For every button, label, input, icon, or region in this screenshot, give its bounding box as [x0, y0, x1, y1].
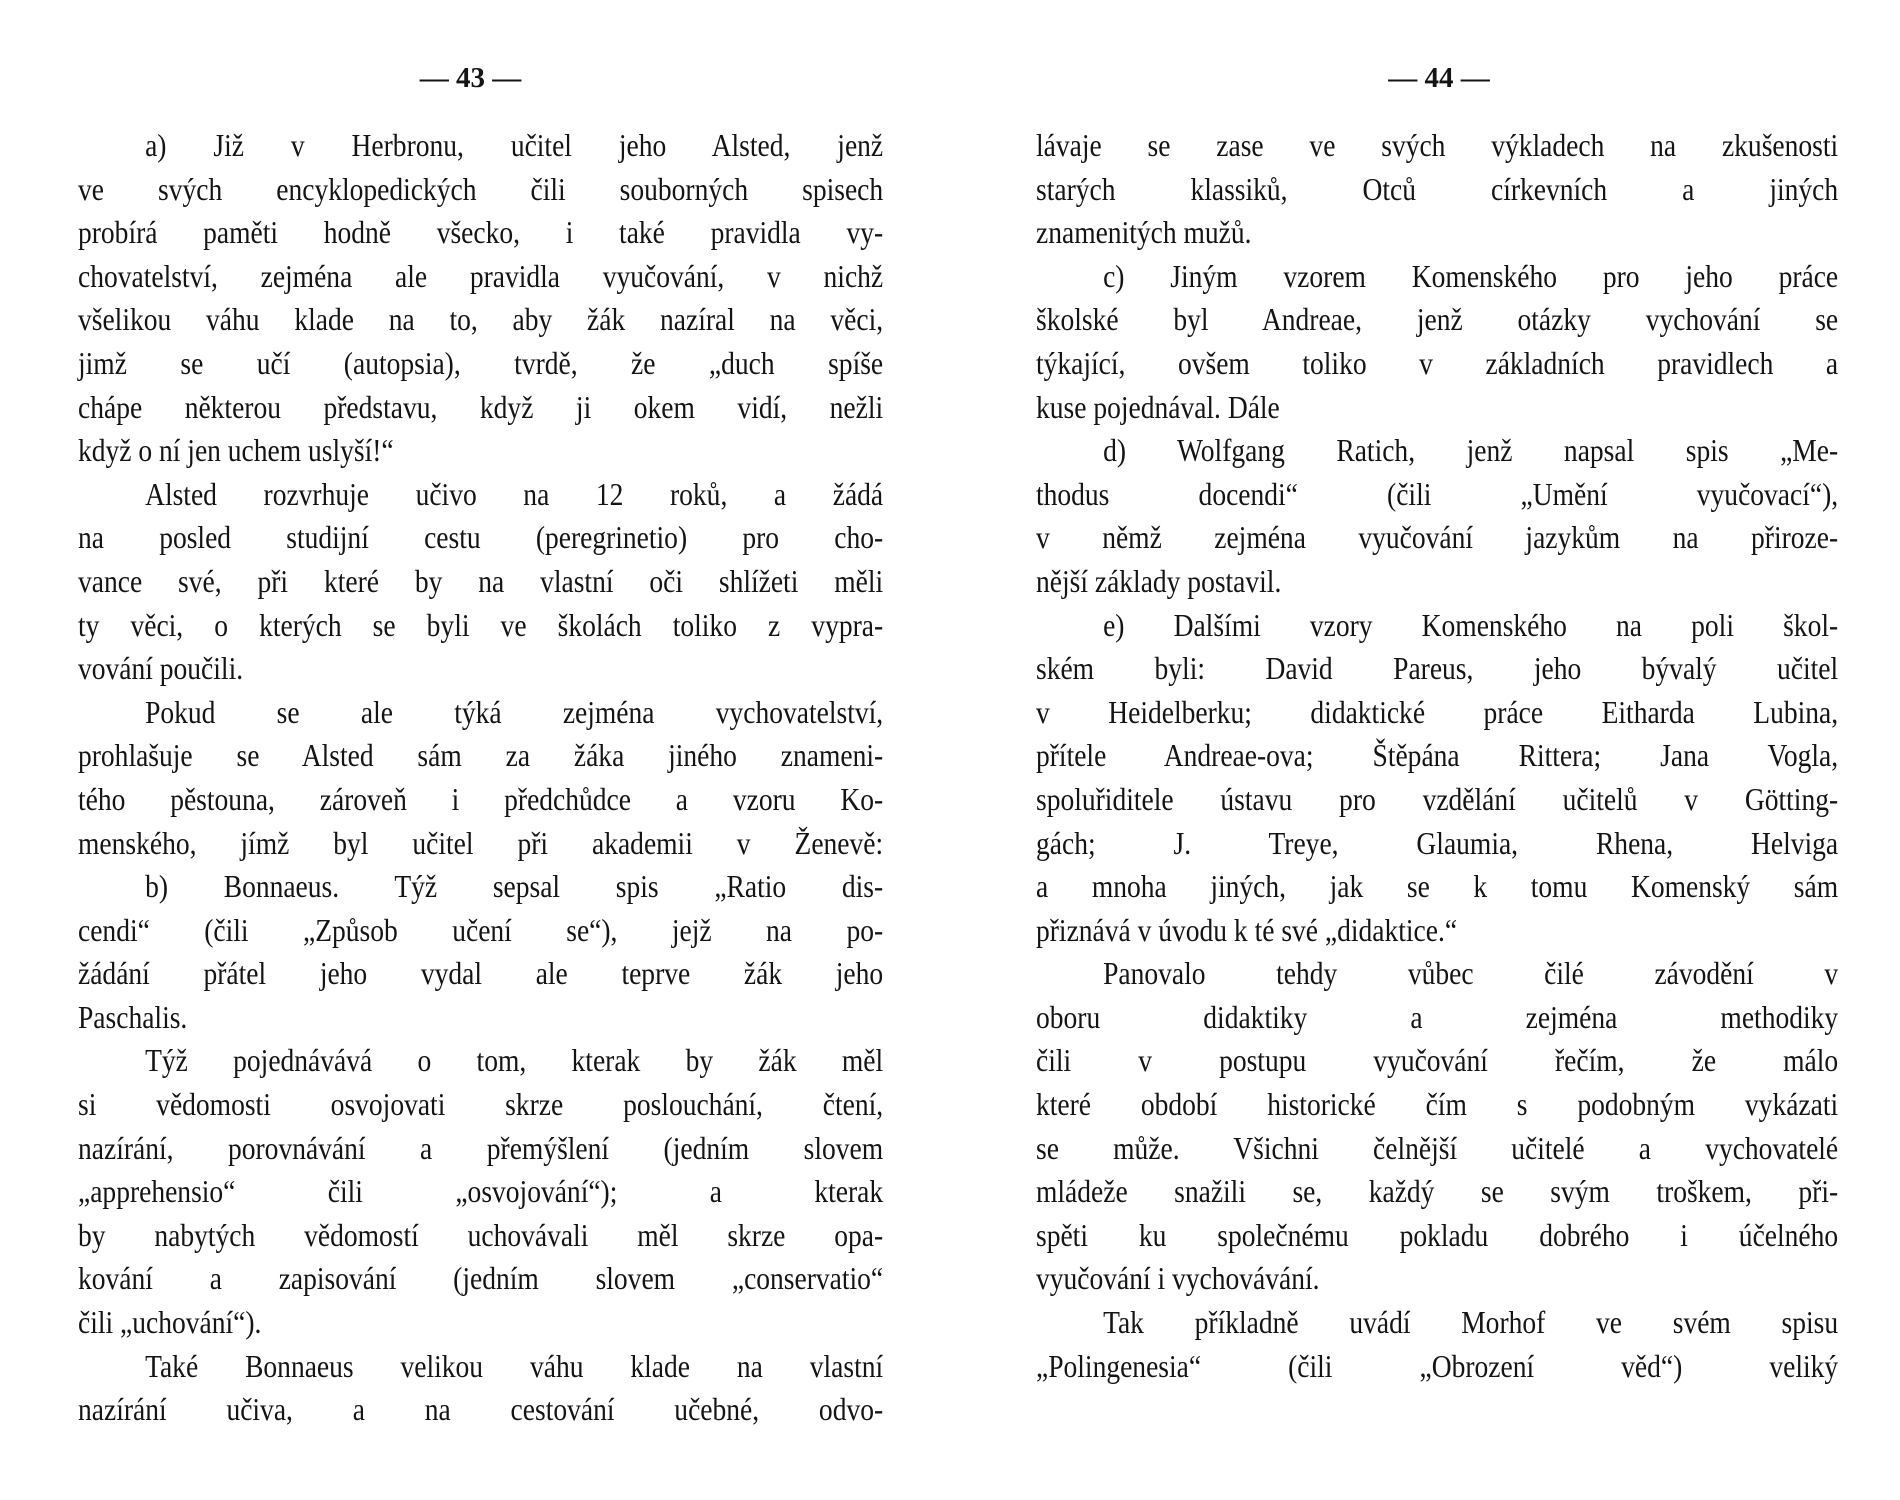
text-line: Alsted rozvrhuje učivo na 12 roků, a žádá	[145, 475, 884, 512]
text-line: chovatelství, zejména ale pravidla vyučování, v nichž	[78, 257, 884, 294]
text-line: Panovalo tehdy vůbec čilé závodění v	[1103, 955, 1839, 992]
text-line: „apprehensio“ čili „osvojování“); a kterak	[78, 1173, 884, 1210]
text-line: přítele Andreae-ova; Štěpána Rittera; Jana Vogla,	[1036, 737, 1839, 774]
text-line: si vědomosti osvojovati skrze poslouchání, čtení,	[78, 1086, 884, 1123]
text-line: ty věci, o kterých se byli ve školách toliko z vypra-	[78, 606, 884, 643]
text-line: ve svých encyklopedických čili souborných spisech	[78, 170, 884, 207]
text-line: žádání přátel jeho vydal ale teprve žák jeho	[78, 955, 884, 992]
text-line: chápe některou představu, když ji okem vidí, nežli	[78, 388, 884, 425]
text-line: „Polingenesia“ (čili „Obrození věd“) veliký	[1036, 1347, 1839, 1384]
page-number-right: — 44 —	[1388, 62, 1490, 94]
text-line: e) Dalšími vzory Komenského na poli škol-	[1103, 606, 1839, 643]
text-line: jimž se učí (autopsia), tvrdě, že „duch spíše	[78, 344, 884, 381]
text-line: tého pěstouna, zároveň i předchůdce a vzoru Ko-	[78, 780, 884, 817]
text-line: kuse pojednával. Dále	[1036, 388, 1280, 425]
text-line: školské byl Andreae, jenž otázky vychování se	[1036, 301, 1839, 338]
text-line: mládeže snažili se, každý se svým troškem, při-	[1036, 1173, 1839, 1210]
text-line: thodus docendi“ (čili „Umění vyučovací“),	[1036, 475, 1839, 512]
text-line: by nabytých vědomostí uchovávali měl skrze opa-	[78, 1216, 884, 1253]
text-line: b) Bonnaeus. Týž sepsal spis „Ratio dis-	[145, 868, 884, 905]
text-line: se může. Všichni čelnější učitelé a vychovatelé	[1036, 1129, 1839, 1166]
text-line: gách; J. Treye, Glaumia, Rhena, Helviga	[1036, 824, 1839, 861]
text-line: které období historické čím s podobným vykázati	[1036, 1086, 1839, 1123]
text-line: spoluřiditele ústavu pro vzdělání učitelů v Götting-	[1036, 780, 1839, 817]
text-line: lávaje se zase ve svých výkladech na zkušenosti	[1036, 127, 1839, 163]
text-line: starých klassiků, Otců církevních a jiných	[1036, 170, 1839, 207]
text-line: prohlašuje se Alsted sám za žáka jiného znameni-	[78, 737, 884, 774]
text-line: vance své, při které by na vlastní oči shlížeti měli	[78, 562, 884, 599]
text-line: c) Jiným vzorem Komenského pro jeho práce	[1103, 257, 1839, 294]
text-line: Také Bonnaeus velikou váhu klade na vlastní	[145, 1347, 884, 1384]
text-line: spěti ku společnému pokladu dobrého i účelného	[1036, 1216, 1839, 1253]
text-line: na posled studijní cestu (peregrinetio) pro cho-	[78, 519, 884, 556]
text-line: nější základy postavil.	[1036, 562, 1282, 599]
text-line: vování poučili.	[78, 650, 244, 687]
text-line: znamenitých mužů.	[1036, 214, 1252, 251]
text-line: nazírání učiva, a na cestování učebné, odvo-	[78, 1391, 884, 1428]
text-line: všelikou váhu klade na to, aby žák nazíral na věci,	[78, 301, 884, 338]
text-line: a mnoha jiných, jak se k tomu Komenský sám	[1036, 868, 1839, 905]
text-line: Paschalis.	[78, 998, 188, 1035]
right-page-text	[1036, 124, 1838, 1388]
text-line: menského, jímž byl učitel při akademii v Ženevě:	[78, 824, 884, 861]
text-line: kování a zapisování (jedním slovem „conservatio“	[78, 1260, 884, 1297]
page-number-left: — 43 —	[419, 62, 522, 94]
text-line: ském byli: David Pareus, jeho bývalý učitel	[1036, 650, 1839, 687]
text-line: v němž zejména vyučování jazykům na přiroze-	[1036, 519, 1839, 556]
text-line: přiznává v úvodu k té své „didaktice.“	[1036, 911, 1458, 948]
text-line: když o ní jen uchem uslyší!“	[78, 432, 394, 469]
text-line: Pokud se ale týká zejména vychovatelství,	[145, 693, 884, 730]
text-line: d) Wolfgang Ratich, jenž napsal spis „Me-	[1103, 432, 1839, 469]
text-line: v Heidelberku; didaktické práce Eitharda Lubina,	[1036, 693, 1839, 730]
text-line: cendi“ (čili „Způsob učení se“), jejž na po-	[78, 911, 884, 948]
text-line: probírá paměti hodně všecko, i také pravidla vy-	[78, 214, 884, 251]
text-line: čili v postupu vyučování řečím, že málo	[1036, 1042, 1839, 1079]
text-line: týkající, ovšem toliko v základních pravidlech a	[1036, 344, 1839, 381]
text-line: čili „uchování“).	[78, 1304, 262, 1341]
text-line: Týž pojednávává o tom, kterak by žák měl	[145, 1042, 884, 1079]
text-line: nazírání, porovnávání a přemýšlení (jedním slovem	[78, 1129, 884, 1166]
text-line: a) Již v Herbronu, učitel jeho Alsted, jenž	[145, 127, 884, 163]
text-line: Tak příkladně uvádí Morhof ve svém spisu	[1103, 1304, 1839, 1341]
left-page-text	[78, 124, 883, 1432]
text-line: vyučování i vychovávání.	[1036, 1260, 1320, 1297]
text-line: oboru didaktiky a zejména methodiky	[1036, 998, 1839, 1035]
